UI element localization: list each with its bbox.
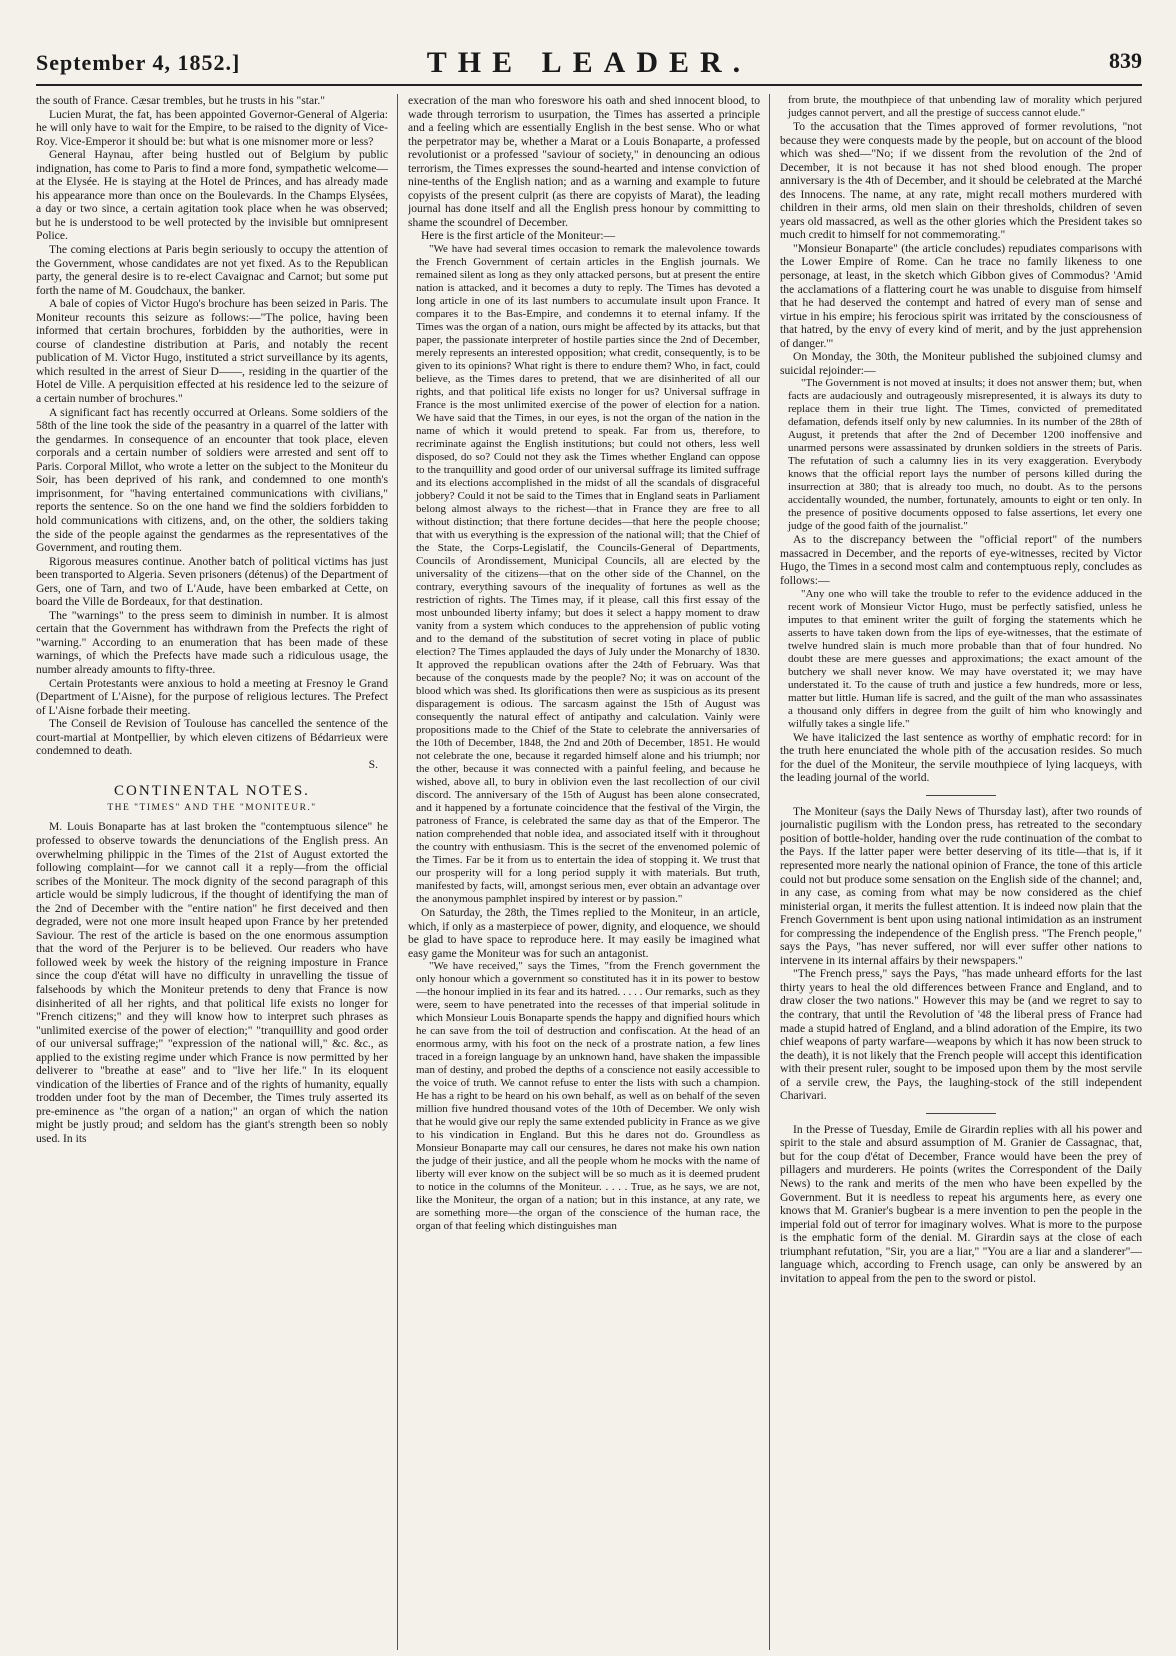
paragraph: The "warnings" to the press seem to diminish in number. It is almost certain that the Government has withdrawn from the Prefects the right of "warning." According to an enumeration that has been made of these warnings, of which the Prefects have made such a ridiculous usage, the number already amounts to fifty-three. bbox=[36, 608, 388, 676]
paragraph: Certain Protestants were anxious to hold a meeting at Fresnoy le Grand (Department of L'Aisne), for the purpose of religious lectures. The Prefect of L'Aisne forbade their meeting. bbox=[36, 676, 388, 717]
issue-date: September 4, 1852.] bbox=[36, 50, 241, 75]
section-divider bbox=[926, 1113, 996, 1114]
quoted-article: "We have received," says the Times, "from the French government the only honour which a government so constituted has it in its power to bestow—the honour implied in its fear and its hatred. . . . . Our remarks, such as they were, seem to have penetrated into the recesses of that imperial solitude in which Monsieur Louis Bonaparte spends the happy and dignified hours which he can save from the toil of destruction and confiscation. At the head of an enormous army, with his foot on the neck of a prostrate nation, a few lines traced in a foreign language by an unknown hand, have shaken the impassible man of destiny, and probed the depths of a conscience not easily accessible to the voice of truth. We cannot refuse to enter the lists with such a champion. He has a right to be heard on his own behalf, as well as on behalf of the seven million five hundred thousand votes of the 10th of December. We only wish that he would give our reply the same extended publicity in France as we give to his vindication in England. But this he dares not do. Groundless as Monsieur Bonaparte may call our censures, he dares not make his own nation the judge of their justice, and all the people whom he mocks with the name of liberty will ever know on the subject will be so much as it is deemed prudent to notice in the columns of the Moniteur. . . . . True, as he says, we are not, like the Moniteur, the organ of a nation; but in this instance, at any rate, we are something more—the organ of the conscience of the human race, the organ of that feeling which distinguishes man bbox=[416, 960, 760, 1233]
article-columns bbox=[36, 94, 1142, 1650]
masthead bbox=[36, 44, 1142, 86]
column-3 bbox=[780, 94, 1142, 1650]
paragraph: "The French press," says the Pays, "has made unheard efforts for the last thirty years to heal the old differences between France and England, and to draw closer the two nations." However this may be (and we regret to say to the contrary, that until the Revolution of '48 the liberal press of France had made a stupid hatred of England, and a blind adoration of the Empire, its two chief weapons of party warfare—weapons by which it has now been struck to the death), it is not likely that the French people will accept this identification with their present ruler, sought to be imposed upon them by the most servile of a servile crew, the Pays, the laughing-stock of the still independent Charivari. bbox=[780, 967, 1142, 1103]
paragraph: Lucien Murat, the fat, has been appointed Governor-General of Algeria: he will only have to wait for the Empire, to be raised to the dignity of Vice-Roy. Vice-Emperor it should be: but what is one misnomer more or less? bbox=[36, 107, 388, 148]
paragraph: A significant fact has recently occurred at Orleans. Some soldiers of the 58th of the line took the side of the peasantry in a quarrel of the latter with the gendarmes. In consequence of an encounter that took place, eleven corporals and a certain number of soldiers were arrested and sent off to Paris. Corporal Millot, who wrote a letter on the subject to the Moniteur du Soir, has been deprived of his rank, and condemned to one month's imprisonment, for "having entertained communications with civilians," reports the sentence. So on the one hand we find the soldiers forbidden to hold communications with citizens, and, on the other, the soldiers taking the side of the people against the gendarmes as the representatives of the Government, and routing them. bbox=[36, 405, 388, 555]
paragraph: In the Presse of Tuesday, Emile de Girardin replies with all his power and spirit to the stale and absurd assumption of M. Granier de Cassagnac, that, but for the coup d'état of December, France would have been the prey of pillagers and murderers. He points (writes the Correspondent of the Daily News) to the rank and merits of the men who have been expelled by the Government. But it is needless to repeat his arguments here, as every one knows that M. Granier's bugbear is a mere invention to pen the people in the imperial fold out of terror for imaginary wolves. What is more to the purpose is the emphatic form of the denial. M. Girardin says at the close of each triumphant refutation, "Sir, you are a liar," "You are a liar and a slanderer"—language which, according to French usage, can only be answered by an invitation to appeal from the pen to the sword or pistol. bbox=[780, 1122, 1142, 1285]
paragraph: M. Louis Bonaparte has at last broken the "contemptuous silence" he professed to observe towards the denunciations of the English press. An overwhelming philippic in the Times of the 21st of August extorted the following complaint—for we cannot call it a reply—from the official scribes of the Moniteur. The mock dignity of the second paragraph of this article would be simply ludicrous, if the thought of identifying the man of the 2nd of December with the "entire nation" he first deceived and then degraded, were not one more insult heaped upon France by her pretended Saviour. The rest of the article is based on the one enormous assumption that the word of the Perjurer is to be believed. Our readers who have followed week by week the history of the reigning imposture in France since the coup d'état will have no difficulty in unravelling the tissue of falsehoods by which the Moniteur pretends to deny that France is now disinherited of all her rights, and that political life exists no longer for "French citizens;" and they will know how to interpret such phrases as "unlimited exercise of the power of election;" "tranquillity and good order of our universal suffrage;" "expression of the national will," &c. &c., as applied to the existing regime under which France is now permitted by her deliverer to "breathe at ease" and to "live her life." In its eloquent vindication of the liberties of France and of the rights of humanity, equally trodden under foot by the man of December, the Times truly asserted its pre-eminence as "the organ of a nation;" an organ of which the nation might be justly proud; and seldom has the giant's strength been so nobly used. In its bbox=[36, 820, 388, 1146]
section-heading: CONTINENTAL NOTES. bbox=[114, 783, 310, 800]
signature-line bbox=[36, 758, 388, 772]
paragraph: The Moniteur (says the Daily News of Thursday last), after two rounds of journalistic pugilism with the London press, has retreated to the secondary position of bottle-holder, handing over the rude continuation of the combat to the Pays. If the latter paper were better deserving of its title—that is, if it represented more nearly the national opinion of France, the tone of this article could not but produce some sensation on the English side of the channel; and, in any case, as coming from what may be now considered as the chief ministerial organ, it merits the fullest attention. It is indeed now plain that the French Government is bent upon using national intimidation as an instrument for compressing the independence of the English press. "The French people," says the Pays, "has never suffered, nor will ever suffer other nations to intervene in its internal affairs by their newspapers." bbox=[780, 804, 1142, 967]
paragraph: execration of the man who foreswore his oath and shed innocent blood, to wade through terrorism to usurpation, the Times has asserted a principle and a feeling which are essentially English in the best sense. Who or what the perpetrator may be, whether a Marat or a Louis Bonaparte, a professed revolutionist or a professed "saviour of society," in denouncing an odious terrorism, the Times expresses the sound-hearted and intense conviction of nine-tenths of the English nation; and as a warning and example to future copyists of the present culprit (as there are copyists of Marat), the leading journal has done itself and all the English press honour by committing to shame the scoundrel of December. bbox=[408, 94, 760, 229]
column-divider bbox=[397, 94, 398, 1650]
paragraph: On Monday, the 30th, the Moniteur published the subjoined clumsy and suicidal rejoinder:— bbox=[780, 350, 1142, 377]
paragraph: the south of France. Cæsar trembles, but he trusts in his "star." bbox=[36, 94, 325, 107]
quoted-article: "Any one who will take the trouble to refer to the evidence adduced in the recent work of Monsieur Victor Hugo, must be perfectly satisfied, unless he imputes to that eminent writer the guilt of forging the statements which he asserts to have taken down from the lips of eye-witnesses, that the estimate of twelve hundred slain is much more probable than that of four hundred. No doubt these are mere guesses and approximations; the exact amount of the butchery we shall never know. We may have overstated it; we may have understated it. To the cause of truth and justice a few hundreds, more or less, matter but little. Human life is sacred, and the guilt of the man who assassinates a thousand only differs in degree from the guilt of him who knowingly and wilfully takes a single life." bbox=[788, 587, 1142, 730]
paragraph: "Monsieur Bonaparte" (the article concludes) repudiates comparisons with the Lower Empire of Rome. Can he trace no family likeness to one personage, at least, in the sketch which Gibbon gives of Commodus? 'Amid the acclamations of a flattering court he was unable to disguise from himself that he had deserved the contempt and hatred of every man of sense and virtue in his empire; his ferocious spirit was irritated by the consciousness of that hatred, by the envy of every kind of merit, and by the just apprehension of danger.'" bbox=[780, 241, 1142, 350]
paragraph: As to the discrepancy between the "official report" of the numbers massacred in December, and the reports of eye-witnesses, recited by Victor Hugo, the Times in a second most calm and contemptuous reply, concludes as follows:— bbox=[780, 533, 1142, 588]
column-divider bbox=[769, 94, 770, 1650]
page-number: 839 bbox=[1109, 48, 1142, 73]
paragraph: General Haynau, after being hustled out of Belgium by public indignation, has come to Paris to find a more fond, sympathetic welcome—at the Elysée. He is staying at the Hotel de Princes, and has already made his appearance more than once on the Boulevards. In the Champs Elysées, a day or two since, a certain agitation took place when he was observed; but he is understood to be well protected by the invisible but omnipresent Police. bbox=[36, 148, 388, 243]
paragraph: To the accusation that the Times approved of former revolutions, "not because they were conquests made by the people, but on account of the blood which was shed—"No; if we dissent from the revolution of the 2nd of December, it is not because it has not shed blood enough. The proper anniversary is the 4th of December, and it should be celebrated at the Marché des Innocens. The name, at any rate, might recall mothers murdered with children in their arms, old men slain on their thresholds, children of seven years old massacred, as well as the other glories which the President takes so much credit to himself for not commemorating." bbox=[780, 120, 1142, 242]
newspaper-title: THE LEADER. bbox=[426, 46, 752, 79]
paragraph: Rigorous measures continue. Another batch of political victims has just been transported to Algeria. Seven prisoners (détenus) of the Department of Gers, one of Tarn, and two of L'Aude, have been embarked at Cette, on board the Ville de Bordeaux, for that destination. bbox=[36, 554, 388, 609]
column-1 bbox=[36, 94, 388, 1650]
paragraph: Here is the first article of the Moniteur:— bbox=[421, 229, 616, 243]
paragraph: The Conseil de Revision of Toulouse has cancelled the sentence of the court-martial at Montpellier, by which eleven citizens of Bédarrieux were condemned to death. bbox=[36, 717, 388, 758]
paragraph: A bale of copies of Victor Hugo's brochure has been seized in Paris. The Moniteur recounts this seizure as follows:—"The police, having been informed that certain brochures, forbidden by the authorities, were in course of clandestine distribution at Paris, and notably the recent publication of M. Victor Hugo, instituted a strict surveillance by its agents, which resulted in the arrest of Sieur D——, residing in the quartier of the Hotel de Ville. A perquisition effected at his residence led to the seizure of a certain number of brochures." bbox=[36, 297, 388, 406]
paragraph: We have italicized the last sentence as worthy of emphatic record: for in the truth here enunciated the whole pith of the accusation resides. So much for the duel of the Moniteur, the servile mouthpiece of lying lacqueys, with the leading journal of the world. bbox=[780, 730, 1142, 785]
paragraph: On Saturday, the 28th, the Times replied to the Moniteur, in an article, which, if only as a masterpiece of power, dignity, and eloquence, we should be glad to have space to reproduce here. It may easily be imagined what easy game the Moniteur was for such an antagonist. bbox=[408, 906, 760, 960]
author-signature: S. bbox=[368, 757, 378, 771]
paragraph: The coming elections at Paris begin seriously to occupy the attention of the Government, whose candidates are not yet fixed. As to the Republican party, the general desire is to re-elect Cavaignac and Carnot; but some put forth the name of M. Goudchaux, the banker. bbox=[36, 243, 388, 297]
section-subheading: THE "TIMES" AND THE "MONITEUR." bbox=[107, 802, 317, 813]
quoted-article: "We have had several times occasion to remark the malevolence towards the French Government of certain articles in the English journals. We remained silent as long as they only attacked persons, but at present the entire nation is attacked, and it becomes a duty to reply. The Times has devoted a long article in one of its last numbers to accumulate insult upon France. It compares it to the Bas-Empire, and condemns it to eternal infamy. If the Times was the organ of a nation, ours might be affected by its attacks, but that paper, the passionate interpreter of hostile parties since the 2nd of December, merely represents an interested opposition; what credit, consequently, is to be given to its opinions? What right is there to endure them? Who, in fact, could believe, as the Times dares to pretend, that we are disinherited of all our rights, and that political life exists no longer for us? Universal suffrage in France is the most unlimited exercise of the power of election for a nation. We have said that the Times, in our eyes, is not the organ of the nation in the name of which it would pretend to speak. Far from us, therefore, to recriminate against the English institutions; but could not others, less well disposed, do so? Could not they ask the Times whether England can oppose to the tranquillity and good order of our universal suffrage its limited suffrage and its elections accomplished in the midst of all the scandals of disgraceful jobbery? Could it not be said to the Times that in England seats in Parliament belong almost always to the richest—that in France they are free to all without distinction; that there fortune decides—that here the people choose; that with us everything is the expression of the national will; that the Chief of the State, the Corps-Legislatif, the Councils-General of Departments, Councils of Arondissement, Municipal Councils, all are elected by the universality of the citizens—that on the other side of the Channel, on the contrary, everything savours of the inequality of fortunes as well as the restriction of rights. The Times may, if it please, call this first essay of the most unbounded liberty infamy; but does it select a happy moment to draw vanity from a system which conduces to the apprehension of public voting and to the demand of the substitution of secret voting in place of public election? The Times applauded the days of July under the Monarchy of 1830. It approved the republican ovations after the 24th of February. Was that because of the conquests made by the people? No; it was on account of the blood which was shed. Its glorifications then were as suspicious as its present disparagement is odious. The sarcasm against the 15th of August was consequently the natural effect of antipathy and calculation. Vainly were propositions made to the Chief of the State to celebrate the anniversaries of the 10th of December, 1848, the 2nd and 20th of December, 1851. He would not celebrate the one, because it regarded himself alone and his triumph; nor the other, because it was connected with a painful feeling, and because he wished, above all, to bury in oblivion even the last recollection of our civil discord. The anniversary of the 15th of August has been alone consecrated, and it happened by a fortunate coincidence that the festival of the Virgin, the patroness of France, is celebrated the same day as that of the Emperor. The nation comprehended that noble idea, and associated itself with it throughout the country with enthusiasm. This is the secret of the envenomed polemic of the Times. Far be it from us to entertain the idea of stopping it. We trust that our prosperity will for a long period supply it with materials. But truth, manifested by facts, will, amongst serious men, ever obtain an advantage over the anonymous pamphlet inspired by interest or by passion." bbox=[416, 243, 760, 906]
column-2 bbox=[408, 94, 760, 1650]
quoted-article: "The Government is not moved at insults; it does not answer them; but, when facts are audaciously and outrageously misrepresented, it is always its duty to replace them in their true light. The Times, convicted of premeditated defamation, defends itself only by new calumnies. In its number of the 28th of August, it pretends that after the 2nd of December 1200 inoffensive and unarmed persons were assassinated by drunken soldiers in the streets of Paris. The refutation of such a calumny lies in its very exaggeration. Everybody knows that the official report lays the number of persons killed during the insurrection at 380; that is already too much, no doubt. As to the persons accidentally wounded, the number, fortunately, amounts to eight or ten only. In the presence of positive documents opposed to false assertions, let every one judge of the good faith of the journalist." bbox=[788, 377, 1142, 533]
section-divider bbox=[926, 795, 996, 796]
quoted-article: from brute, the mouthpiece of that unbending law of morality which perjured judges cannot pervert, and all the prestige of success cannot elude." bbox=[788, 94, 1142, 119]
